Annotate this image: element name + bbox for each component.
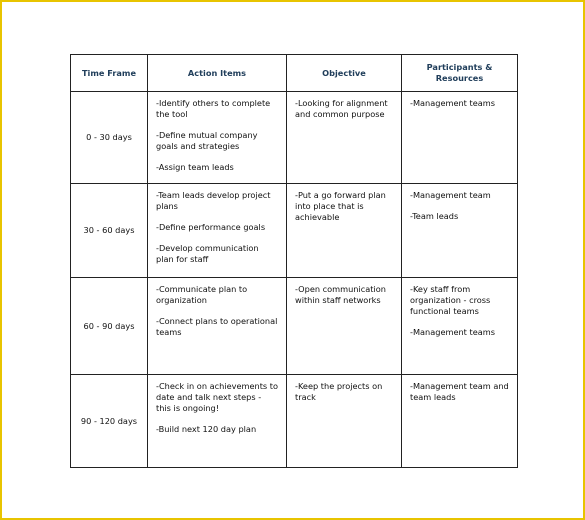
header-time-frame: Time Frame xyxy=(71,55,148,92)
list-item: -Management team and team leads xyxy=(410,381,509,402)
list-item: -Identify others to complete the tool xyxy=(156,98,271,119)
list-item: -Check in on achievements to date and talk next steps - this is ongoing! xyxy=(156,381,279,413)
table-row xyxy=(71,184,518,278)
objective-cell xyxy=(287,375,402,468)
header-action-items: Action Items xyxy=(148,55,287,92)
header-row xyxy=(71,55,518,92)
list-item: -Put a go forward plan into place that is achievable xyxy=(295,190,386,222)
header-participants-resources: Participants & Resources xyxy=(402,55,518,92)
table-row xyxy=(71,92,518,184)
list-item: -Define mutual company goals and strategies xyxy=(156,130,258,151)
list-item: -Communicate plan to organization xyxy=(156,284,248,305)
participants-cell xyxy=(402,184,518,278)
list-item: -Build next 120 day plan xyxy=(156,424,257,434)
action-plan-table xyxy=(70,54,518,468)
list-item: -Team leads xyxy=(410,211,459,221)
list-item: -Open communication within staff networks xyxy=(295,284,386,305)
list-item: -Looking for alignment and common purpose xyxy=(295,98,388,119)
action-items-cell xyxy=(148,278,287,375)
table-row xyxy=(71,278,518,375)
time-frame-cell: 30 - 60 days xyxy=(71,184,148,278)
list-item: -Team leads develop project plans xyxy=(156,190,271,211)
list-item: -Develop communication plan for staff xyxy=(156,243,259,264)
table-row xyxy=(71,375,518,468)
list-item: -Key staff from organization - cross functional teams xyxy=(410,284,491,316)
objective-cell xyxy=(287,278,402,375)
action-items-cell xyxy=(148,375,287,468)
list-item: -Keep the projects on track xyxy=(295,381,383,402)
list-item: -Management teams xyxy=(410,98,495,108)
participants-cell xyxy=(402,92,518,184)
time-frame-cell: 60 - 90 days xyxy=(71,278,148,375)
time-frame-cell: 0 - 30 days xyxy=(71,92,148,184)
list-item: -Management team xyxy=(410,190,491,200)
list-item: -Define performance goals xyxy=(156,222,266,232)
list-item: -Management teams xyxy=(410,327,495,337)
action-items-cell xyxy=(148,184,287,278)
list-item: -Connect plans to operational teams xyxy=(156,316,278,337)
participants-cell xyxy=(402,278,518,375)
list-item: -Assign team leads xyxy=(156,162,234,172)
action-items-cell xyxy=(148,92,287,184)
participants-cell xyxy=(402,375,518,468)
header-objective: Objective xyxy=(287,55,402,92)
objective-cell xyxy=(287,92,402,184)
time-frame-cell: 90 - 120 days xyxy=(71,375,148,468)
objective-cell xyxy=(287,184,402,278)
